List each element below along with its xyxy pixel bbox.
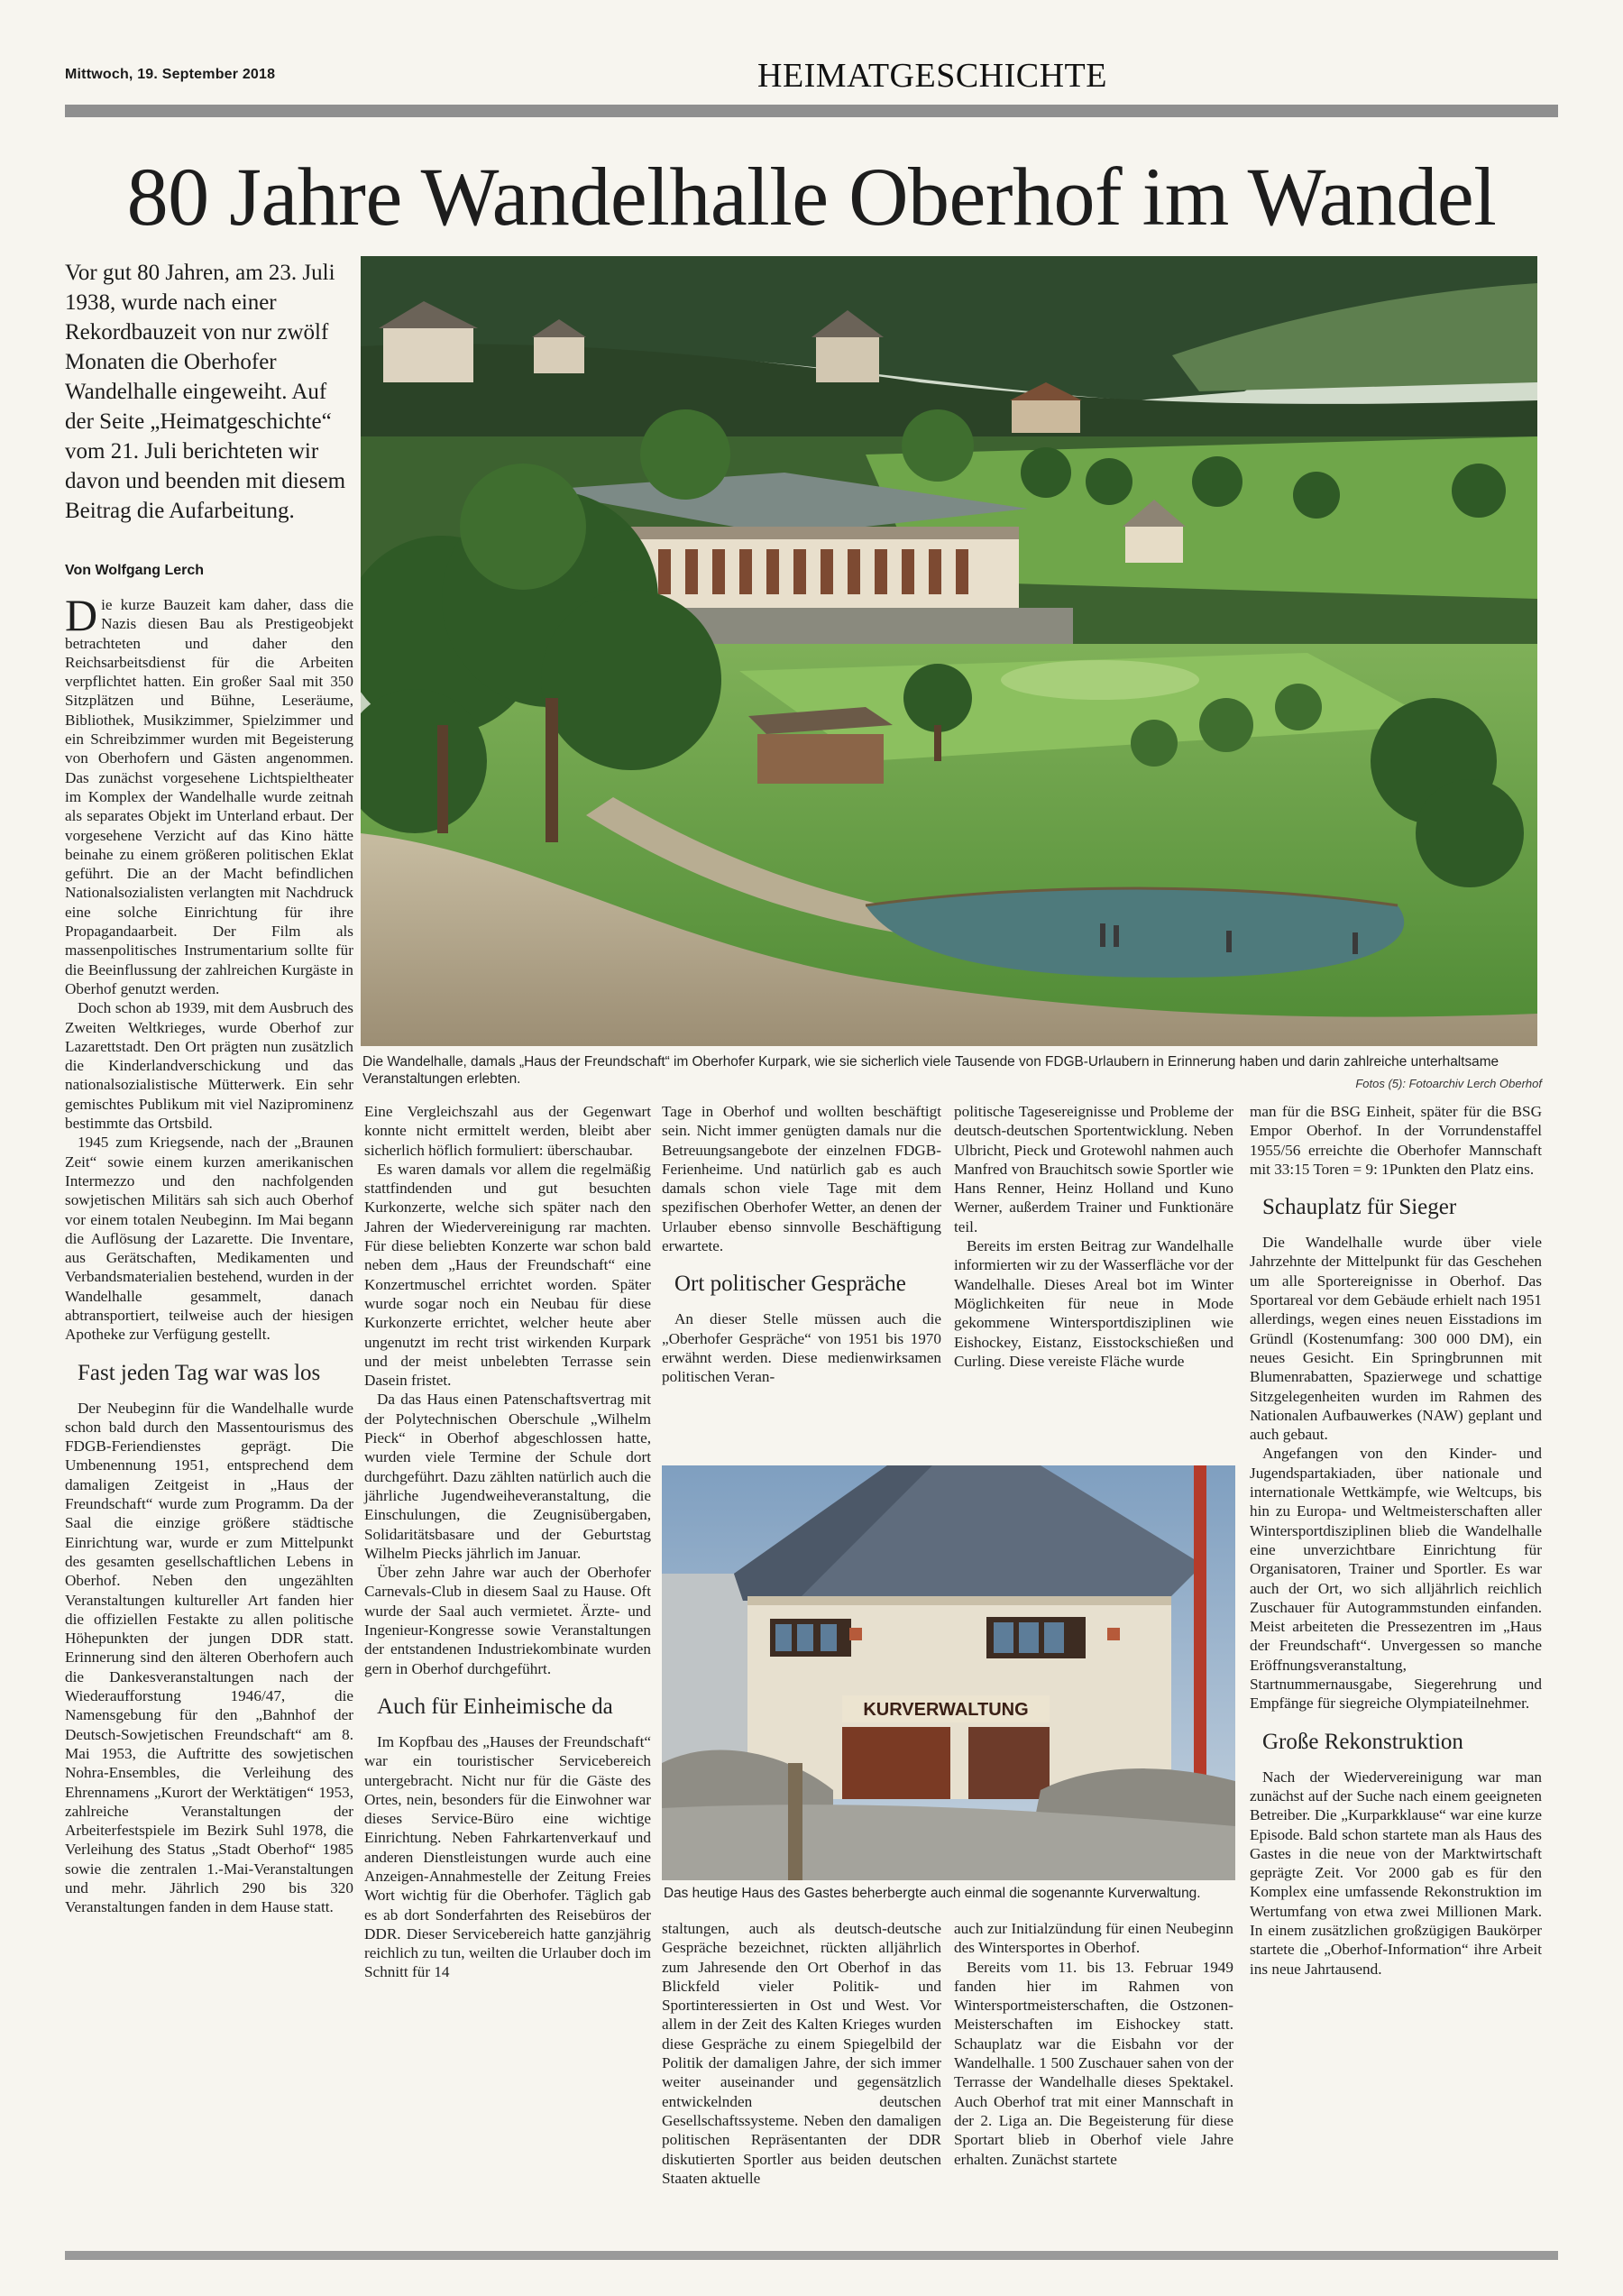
kurverwaltung-sign: KURVERWALTUNG [863,1700,1029,1720]
issue-date: Mittwoch, 19. September 2018 [65,67,276,82]
subheading: Große Rekonstruktion [1262,1729,1463,1754]
column5-paragraph: man für die BSG Einheit, später für die BSG Empor Oberhof. In der Vorrundenstaffel 1955/56 erreichte die Oberhofer Mannschaft mit 33:15 Toren = 9: 1Punkten den Platz eins. [1250,1103,1542,1178]
column4-paragraph: Bereits vom 11. bis 13. Februar 1949 fanden hier im Rahmen von Wintersportmeisterschaften, die Ostzonen-Meisterschaften im Eishockey statt. Schauplatz war die Eisbahn vor der Wandelhalle. 1 500 Zuschauer sahen von der Terrasse der Wandelhalle dieses Spektakel. Auch Oberhof trat mit einer Mannschaft in der 2. Liga an. Die Begeisterung für diese Sportart blieb in Oberhof viele Jahre erhalten. Zunächst startete [954,1958,1233,2168]
kurverwaltung-photo [662,1465,1235,1880]
column1-paragraph: Der Neubeginn für die Wandelhalle wurde schon bald durch den Massentourismus des FDGB-Feriendienstes geprägt. Die Umbenennung 1951, entsprechend dem damaligen Zeitgeist in „Haus der Freundschaft“ wurde zum Programm. Da der Saal die einzige größere städtische Einrichtung war, wurde er zum Mittelpunkt des gesamten gesellschaftlichen Lebens in Oberhof. Neben den ungezählten Veranstaltungen kultureller Art fanden hier die offiziellen Festakte zu allen politische Höhepunkten der jungen DDR statt. Erinnerung sind den älteren Oberhofern auch die Dankesveranstaltungen nach der Wiederaufforstung 1946/47, die Namensgebung für den „Bahnhof der Deutsch-Sowjetischen Freundschaft“ am 8. Mai 1953, die Auftritte des sowjetischen Nohra-Ensembles, die Verleihung des Ehrennamens „Kurort der Werktätigen“ 1953, zahlreiche Veranstaltungen der Arbeiterfestspiele im Bezirk Suhl 1978, die Verleihung des Status „Stadt Oberhof“ 1985 sowie die zentralen 1.-Mai-Veranstaltungen und mehr. Jährlich 290 bis 320 Veranstaltungen fanden in dem Hause statt. [65,1399,353,1916]
column5-paragraph: Nach der Wiedervereinigung war man zunächst auf der Suche nach einem geeigneten Betreiber. Die „Kurparkklause“ war eine kurze Episode. Bald schon startete man als Haus des Gastes in die neue von der Marktwirtschaft geprägte Zeit. Vor 2000 gab es für den Komplex eine umfassende Rekonstruktion im Wertumfang von etwa zwei Millionen Mark. In einem zusätzlichen großzügigen Baukörper startete die „Oberhof-Information“ ihre Arbeit ins neue Jahrtausend. [1250,1768,1542,1978]
article-column-5 [1250,1102,1542,1979]
article-column-4-lower [954,1919,1233,2169]
column5-paragraph: Angefangen von den Kinder- und Jugendspartakiaden, über nationale und internationale Wettkämpfe, wie Weltcups, bis hin zu Europa- und Weltmeisterschaften aller Wintersportdisziplinen blieb die Wandelhalle eine unverzichtbare Einrichtung für Organisatoren, Trainer und Sportler. Es war auch der Ort, wo sich alljährlich reichlich Zuschauer für Autogrammstunden einfanden. Meist arbeiteten die Pressezentren im „Haus der Freundschaft“. Unvergessen so manche Eröffnungsveranstaltung, Startnummernausgabe, Siegerehrung und Empfänge für siegreiche Olympiateilnehmer. [1250,1445,1542,1713]
article-column-4-upper [954,1102,1233,1371]
article-headline: 80 Jahre Wandelhalle Oberhof im Wandel [126,151,1497,243]
column1-paragraph: Doch schon ab 1939, mit dem Ausbruch des Zweiten Weltkrieges, wurde Oberhof zur Lazarettstadt. Den Ort prägten nun zusätzlich die Kinderlandverschickung und das nationalsozialistische Mütterwerk. Ein sehr gemischtes Publikum mit viel Naziprominenz bestimmte das Ortsbild. [65,999,353,1133]
photo2-caption: Das heutige Haus des Gastes beherbergte auch einmal die sogenannte Kurverwaltung. [664,1886,1201,1901]
column3-paragraph: An dieser Stelle müssen auch die „Oberhofer Gespräche“ von 1951 bis 1970 erwähnt werden. Diese medienwirksamen politischen Veran- [662,1310,941,1386]
section-rule [65,105,1558,117]
bottom-rule [65,2251,1558,2260]
column2-paragraph: Da das Haus einen Patenschaftsvertrag mit der Polytechnischen Oberschule „Wilhelm Pieck“ in Oberhof abgeschlossen hatte, wurden viele Termine der Schule dort durchgeführt. Dazu zählten natürlich auch die jährliche Jugendweiheveranstaltung, die Einschulungen, die Zeugnisübergaben, Solidaritätsbasare und der Geburtstag Wilhelm Piecks jährlich im Januar. [364,1391,651,1562]
photo1-caption: Die Wandelhalle, damals „Haus der Freundschaft“ im Oberhofer Kurpark, wie sie sicherlich viele Tausende von FDGB-Urlaubern in Erinnerung haben und darin zahlreiche unterhaltsame Veranstaltungen erlebten. [362,1054,1499,1087]
article-lead: Vor gut 80 Jahren, am 23. Juli 1938, wurde nach einer Rekordbauzeit von nur zwölf Monaten die Oberhofer Wandelhalle eingeweiht. Auf der Seite „Heimatgeschichte“ vom 21. Juli berichteten wir davon und beenden mit diesem Beitrag die Aufarbeitung. [65,261,346,523]
article-column-2 [364,1102,651,1982]
photo-credit: Fotos (5): Fotoarchiv Lerch Oberhof [1355,1077,1542,1090]
article-column-1 [65,590,353,1917]
column2-paragraph: Eine Vergleichszahl aus der Gegenwart konnte nicht ermittelt werden, bleibt aber sicherlich höflich formuliert: überschaubar. [364,1103,651,1159]
column4-paragraph: politische Tagesereignisse und Probleme der deutsch-deutschen Sportentwicklung. Neben Ulbricht, Pieck und Grotewohl nahmen auch Manfred von Brauchitsch sowie Sportler wie Hans Renner, Heinz Holland und Kuno Werner, außerdem Trainer und Funktionäre teil. [954,1103,1233,1235]
column1-paragraph: 1945 zum Kriegsende, nach der „Braunen Zeit“ sowie einem kurzen amerikanischen Intermezzo und den nachfolgenden sowjetischen Militärs sah sich auch Oberhof vor einem totalen Neubeginn. Im Mai begann die Auflösung der Lazarette. Die Inventare, aus Gerätschaften, Medikamenten und Verbandsmaterialien bestehend, wurden in der Wandelhalle gesammelt, danach abtransportiert, teilweise auch der hiesigen Apotheke zur Verfügung gestellt. [65,1134,353,1344]
article-column-3-upper [662,1102,941,1387]
subheading: Schauplatz für Sieger [1262,1195,1457,1220]
subheading: Ort politischer Gespräche [674,1272,906,1297]
column3-paragraph: Tage in Oberhof und wollten beschäftigt sein. Nicht immer genügten damals nur die Betreuungsangebote der einzelnen FDGB-Ferienheime. Und natürlich gab es auch damals schon viele Tage mit dem spezifischen Oberhofer Wetter, an denen der Urlauber ebenso sinnvolle Beschäftigung erwartete. [662,1103,941,1255]
subheading: Fast jeden Tag war was los [78,1360,321,1385]
subheading: Auch für Einheimische da [377,1694,613,1719]
column2-paragraph: Über zehn Jahre war auch der Oberhofer Carnevals-Club in diesem Saal zu Hause. Oft wurde der Saal auch vermietet. Ärzte- und Ingenieur-Kongresse sowie Veranstaltungen der entstandenen Industriekombinate wurden gern in Oberhof durchgeführt. [364,1564,651,1677]
section-title: HEIMATGESCHICHTE [757,57,1107,95]
column2-paragraph: Es waren damals vor allem die regelmäßig stattfindenden und gut besuchten Kurkonzerte, welche sich später nach den Jahren der Wiedervereinigung rar machten. Für diese beliebten Konzerte war schon bald neben dem „Haus der Freundschaft“ eine Konzertmuschel errichtet worden. Später wurde sogar noch ein Neubau für diese Kurkonzerte errichtet, welcher heute aber ungenutzt im recht trist wirkenden Kurpark und der meist unbelebten Terrasse sein Dasein fristet. [364,1160,651,1390]
column3-paragraph: staltungen, auch als deutsch-deutsche Gespräche bezeichnet, rückten alljährlich zum Jahresende den Ort Oberhof in das Blickfeld vieler Politik- und Sportinteressierten in Ost und West. Vor allem in der Zeit des Kalten Krieges wurden diese Gespräche zu einem Spiegelbild der Politik der damaligen Jahre, der sich immer weiter auseinander und gegensätzlich entwickelnden deutschen Gesellschaftssysteme. Neben den damaligen politischen Repräsentanten der DDR diskutierten Sportler aus beiden deutschen Staaten aktuelle [662,1920,941,2187]
column2-paragraph: Im Kopfbau des „Hauses der Freundschaft“ war ein touristischer Servicebereich untergebracht. Nicht nur für die Gäste des Ortes, nein, besonders für die Einwohner war dieses Service-Büro eine wichtige Einrichtung. Neben Fahrkartenverkauf und anderen Dienstleistungen wurde auch eine Anzeigen-Annahmestelle der Zeitung Freies Wort wichtig für die Oberhofer. Täglich gab es ab dort Sonderfahrten des Reisebüros der DDR. Dieser Servicebereich hatte ganzjährig reichlich zu tun, weilten die Urlauber doch im Schnitt für 14 [364,1732,651,1981]
article-byline: Von Wolfgang Lerch [65,563,205,578]
column1-paragraph: Die kurze Bauzeit kam daher, dass die Nazis diesen Bau als Prestigeobjekt betrachteten und daher den Reichsarbeitsdienst für die Arbeiten verpflichtet hatten. Ein großer Saal mit 350 Sitzplätzen und Bühne, Leseräume, Bibliothek, Musikzimmer, Spielzimmer und ein Schreibzimmer wurden mit Begeisterung von Oberhofern und Gästen angenommen. Das zunächst vorgesehene Lichtspieltheater im Komplex der Wandelhalle wurde zeitnah als separates Objekt im Unterland erbaut. Der vorgesehene Verzicht auf das Kino hätte beinahe zu einem größeren politischen Eklat geführt. Die an der Macht befindlichen Nationalsozialisten verlangten mit Nachdruck eine solche Einrichtung für ihre Propagandaarbeit. Der Film als massenpolitisches Instrumentarium sollte für die Beeinflussung der zahlreichen Kurgäste in Oberhof genutzt werden. [65,590,353,997]
column4-paragraph: auch zur Initialzündung für einen Neubeginn des Wintersportes in Oberhof. [954,1920,1233,1957]
column4-paragraph: Bereits im ersten Beitrag zur Wandelhalle informierten wir zu der Wasserfläche vor der Wandelhalle. Dieses Areal bot im Winter Möglichkeiten für neue in Mode gekommene Wintersportdisziplinen wie Eishockey, Eistanz, Eisstockschießen und Curling. Diese vereiste Fläche wurde [954,1237,1233,1370]
column5-paragraph: Die Wandelhalle wurde über viele Jahrzehnte der Mittelpunkt für das Geschehen um alle Sportereignisse in Oberhof. Das Sportareal vor dem Gebäude erhielt nach 1951 allerdings, wegen eines neuen Eisstadions im Gründl (Kostenumfang: 300 000 DM), ein neues Gesicht. Ein Springbrunnen mit Blumenrabatten, Spazierwege und schattige Sitzgelegenheiten wurden im Rahmen des Nationalen Aufbauwerkes (NAW) geplant und auch gebaut. [1250,1234,1542,1444]
article-column-3-lower [662,1919,941,2188]
kurpark-photo [361,256,1537,1046]
